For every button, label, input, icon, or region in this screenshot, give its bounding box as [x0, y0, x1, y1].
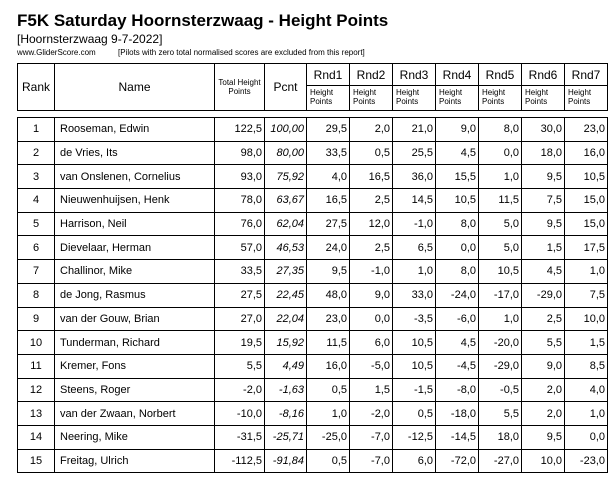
- pilot-name-cell: Harrison, Neil: [55, 212, 215, 236]
- table-row: [18, 118, 608, 142]
- subheader-rnd6: Height Points: [522, 86, 565, 111]
- pilot-name-cell: de Jong, Rasmus: [55, 283, 215, 307]
- total-cell: 27,5: [215, 283, 265, 307]
- round-5-cell: 18,0: [479, 425, 522, 449]
- total-cell: 78,0: [215, 189, 265, 213]
- rank-cell: 11: [18, 354, 55, 378]
- round-2-cell: 12,0: [350, 212, 393, 236]
- subheader-rnd2: Height Points: [350, 86, 393, 111]
- round-2-cell: 16,5: [350, 165, 393, 189]
- round-7-cell: 1,5: [565, 331, 608, 355]
- round-6-cell: 10,0: [522, 449, 565, 473]
- round-6-cell: 7,5: [522, 189, 565, 213]
- percent-cell: -91,84: [265, 449, 307, 473]
- header-total: Total Height Points: [215, 64, 265, 111]
- pilot-name-cell: van der Zwaan, Norbert: [55, 402, 215, 426]
- percent-cell: 4,49: [265, 354, 307, 378]
- round-4-cell: 4,5: [436, 141, 479, 165]
- round-3-cell: 21,0: [393, 118, 436, 142]
- round-7-cell: 7,5: [565, 283, 608, 307]
- table-row: [18, 212, 608, 236]
- round-5-cell: -27,0: [479, 449, 522, 473]
- round-7-cell: 1,0: [565, 260, 608, 284]
- rank-cell: 7: [18, 260, 55, 284]
- table-row: [18, 165, 608, 189]
- round-3-cell: -1,0: [393, 212, 436, 236]
- table-row: [18, 449, 608, 473]
- total-cell: -112,5: [215, 449, 265, 473]
- header-gap: [18, 111, 608, 118]
- round-4-cell: -6,0: [436, 307, 479, 331]
- round-3-cell: 36,0: [393, 165, 436, 189]
- round-2-cell: -2,0: [350, 402, 393, 426]
- pilot-name-cell: Rooseman, Edwin: [55, 118, 215, 142]
- table-row: [18, 141, 608, 165]
- results-body: [18, 118, 608, 473]
- round-2-cell: -1,0: [350, 260, 393, 284]
- round-4-cell: 8,0: [436, 212, 479, 236]
- round-6-cell: 9,5: [522, 165, 565, 189]
- round-4-cell: 4,5: [436, 331, 479, 355]
- pilot-name-cell: de Vries, Its: [55, 141, 215, 165]
- header-rank: Rank: [18, 64, 55, 111]
- pilot-name-cell: Tunderman, Richard: [55, 331, 215, 355]
- percent-cell: 75,92: [265, 165, 307, 189]
- total-cell: 27,0: [215, 307, 265, 331]
- table-row: [18, 354, 608, 378]
- round-7-cell: 4,0: [565, 378, 608, 402]
- percent-cell: 80,00: [265, 141, 307, 165]
- subheader-rnd3: Height Points: [393, 86, 436, 111]
- round-3-cell: 0,5: [393, 402, 436, 426]
- round-4-cell: 15,5: [436, 165, 479, 189]
- round-5-cell: 11,5: [479, 189, 522, 213]
- total-cell: -2,0: [215, 378, 265, 402]
- pilot-name-cell: van der Gouw, Brian: [55, 307, 215, 331]
- round-6-cell: 4,5: [522, 260, 565, 284]
- round-3-cell: -1,5: [393, 378, 436, 402]
- percent-cell: -25,71: [265, 425, 307, 449]
- table-row: [18, 236, 608, 260]
- round-6-cell: 18,0: [522, 141, 565, 165]
- round-5-cell: -0,5: [479, 378, 522, 402]
- pilot-name-cell: van Onslenen, Cornelius: [55, 165, 215, 189]
- total-cell: 57,0: [215, 236, 265, 260]
- round-2-cell: 0,5: [350, 141, 393, 165]
- round-1-cell: 0,5: [307, 378, 350, 402]
- round-2-cell: 0,0: [350, 307, 393, 331]
- header-pcnt: Pcnt: [265, 64, 307, 111]
- rank-cell: 9: [18, 307, 55, 331]
- rank-cell: 5: [18, 212, 55, 236]
- round-2-cell: 2,5: [350, 189, 393, 213]
- rank-cell: 4: [18, 189, 55, 213]
- round-7-cell: 16,0: [565, 141, 608, 165]
- table-row: [18, 402, 608, 426]
- report-note: [Pilots with zero total normalised scores are excluded from this report]: [118, 48, 365, 57]
- round-5-cell: 5,0: [479, 212, 522, 236]
- round-7-cell: 23,0: [565, 118, 608, 142]
- round-5-cell: 5,0: [479, 236, 522, 260]
- round-1-cell: 0,5: [307, 449, 350, 473]
- round-5-cell: 5,5: [479, 402, 522, 426]
- table-row: [18, 331, 608, 355]
- table-row: [18, 189, 608, 213]
- round-5-cell: 1,0: [479, 307, 522, 331]
- round-2-cell: 2,0: [350, 118, 393, 142]
- round-3-cell: 10,5: [393, 354, 436, 378]
- round-1-cell: 33,5: [307, 141, 350, 165]
- percent-cell: 62,04: [265, 212, 307, 236]
- round-6-cell: 2,0: [522, 402, 565, 426]
- round-6-cell: 2,0: [522, 378, 565, 402]
- round-7-cell: 10,5: [565, 165, 608, 189]
- round-3-cell: -3,5: [393, 307, 436, 331]
- rank-cell: 10: [18, 331, 55, 355]
- round-4-cell: -24,0: [436, 283, 479, 307]
- total-cell: -31,5: [215, 425, 265, 449]
- total-cell: 122,5: [215, 118, 265, 142]
- round-7-cell: 8,5: [565, 354, 608, 378]
- round-5-cell: 8,0: [479, 118, 522, 142]
- header-rnd7: Rnd7: [565, 64, 608, 86]
- round-5-cell: 10,5: [479, 260, 522, 284]
- table-row: [18, 307, 608, 331]
- round-3-cell: 1,0: [393, 260, 436, 284]
- round-7-cell: -23,0: [565, 449, 608, 473]
- pilot-name-cell: Neering, Mike: [55, 425, 215, 449]
- rank-cell: 6: [18, 236, 55, 260]
- subheader-rnd4: Height Points: [436, 86, 479, 111]
- site-link[interactable]: www.GliderScore.com: [17, 48, 96, 57]
- round-5-cell: 1,0: [479, 165, 522, 189]
- round-4-cell: -72,0: [436, 449, 479, 473]
- round-3-cell: 6,0: [393, 449, 436, 473]
- round-4-cell: 10,5: [436, 189, 479, 213]
- rank-cell: 8: [18, 283, 55, 307]
- header-rnd3: Rnd3: [393, 64, 436, 86]
- round-2-cell: 9,0: [350, 283, 393, 307]
- round-5-cell: -20,0: [479, 331, 522, 355]
- percent-cell: 27,35: [265, 260, 307, 284]
- percent-cell: 22,04: [265, 307, 307, 331]
- rank-cell: 15: [18, 449, 55, 473]
- round-7-cell: 17,5: [565, 236, 608, 260]
- round-1-cell: 27,5: [307, 212, 350, 236]
- report-title: F5K Saturday Hoornsterzwaag - Height Points: [17, 11, 389, 30]
- pilot-name-cell: Steens, Roger: [55, 378, 215, 402]
- total-cell: -10,0: [215, 402, 265, 426]
- round-4-cell: 9,0: [436, 118, 479, 142]
- round-1-cell: 4,0: [307, 165, 350, 189]
- round-2-cell: -5,0: [350, 354, 393, 378]
- round-1-cell: 11,5: [307, 331, 350, 355]
- subheader-rnd5: Height Points: [479, 86, 522, 111]
- round-5-cell: 0,0: [479, 141, 522, 165]
- subheader-rnd1: Height Points: [307, 86, 350, 111]
- percent-cell: -1,63: [265, 378, 307, 402]
- round-2-cell: -7,0: [350, 425, 393, 449]
- pilot-name-cell: Challinor, Mike: [55, 260, 215, 284]
- round-4-cell: -18,0: [436, 402, 479, 426]
- table-row: [18, 378, 608, 402]
- round-6-cell: -29,0: [522, 283, 565, 307]
- round-1-cell: 48,0: [307, 283, 350, 307]
- rank-cell: 13: [18, 402, 55, 426]
- event-subtitle: [Hoornsterzwaag 9-7-2022]: [17, 32, 163, 46]
- round-1-cell: 9,5: [307, 260, 350, 284]
- results-table: [17, 63, 608, 473]
- round-7-cell: 0,0: [565, 425, 608, 449]
- round-7-cell: 15,0: [565, 212, 608, 236]
- round-1-cell: 16,0: [307, 354, 350, 378]
- round-4-cell: -14,5: [436, 425, 479, 449]
- round-1-cell: -25,0: [307, 425, 350, 449]
- pilot-name-cell: Kremer, Fons: [55, 354, 215, 378]
- percent-cell: 15,92: [265, 331, 307, 355]
- table-row: [18, 283, 608, 307]
- round-3-cell: 14,5: [393, 189, 436, 213]
- round-1-cell: 1,0: [307, 402, 350, 426]
- header-rnd2: Rnd2: [350, 64, 393, 86]
- round-5-cell: -29,0: [479, 354, 522, 378]
- round-3-cell: 6,5: [393, 236, 436, 260]
- round-6-cell: 9,5: [522, 212, 565, 236]
- round-1-cell: 29,5: [307, 118, 350, 142]
- round-6-cell: 30,0: [522, 118, 565, 142]
- total-cell: 5,5: [215, 354, 265, 378]
- round-6-cell: 5,5: [522, 331, 565, 355]
- round-1-cell: 23,0: [307, 307, 350, 331]
- round-1-cell: 24,0: [307, 236, 350, 260]
- subheader-rnd7: Height Points: [565, 86, 608, 111]
- rank-cell: 14: [18, 425, 55, 449]
- round-7-cell: 15,0: [565, 189, 608, 213]
- total-cell: 93,0: [215, 165, 265, 189]
- rank-cell: 12: [18, 378, 55, 402]
- percent-cell: -8,16: [265, 402, 307, 426]
- table-row: [18, 260, 608, 284]
- round-6-cell: 1,5: [522, 236, 565, 260]
- header-rnd4: Rnd4: [436, 64, 479, 86]
- header-rnd1: Rnd1: [307, 64, 350, 86]
- round-2-cell: -7,0: [350, 449, 393, 473]
- round-4-cell: 8,0: [436, 260, 479, 284]
- rank-cell: 1: [18, 118, 55, 142]
- round-5-cell: -17,0: [479, 283, 522, 307]
- round-2-cell: 6,0: [350, 331, 393, 355]
- round-7-cell: 10,0: [565, 307, 608, 331]
- pilot-name-cell: Dievelaar, Herman: [55, 236, 215, 260]
- header-rnd5: Rnd5: [479, 64, 522, 86]
- round-7-cell: 1,0: [565, 402, 608, 426]
- rank-cell: 2: [18, 141, 55, 165]
- total-cell: 33,5: [215, 260, 265, 284]
- total-cell: 76,0: [215, 212, 265, 236]
- header-rnd6: Rnd6: [522, 64, 565, 86]
- rank-cell: 3: [18, 165, 55, 189]
- round-3-cell: 25,5: [393, 141, 436, 165]
- total-cell: 98,0: [215, 141, 265, 165]
- header-name: Name: [55, 64, 215, 111]
- round-3-cell: -12,5: [393, 425, 436, 449]
- round-4-cell: -8,0: [436, 378, 479, 402]
- table-row: [18, 425, 608, 449]
- round-3-cell: 10,5: [393, 331, 436, 355]
- round-1-cell: 16,5: [307, 189, 350, 213]
- percent-cell: 100,00: [265, 118, 307, 142]
- percent-cell: 63,67: [265, 189, 307, 213]
- total-cell: 19,5: [215, 331, 265, 355]
- percent-cell: 46,53: [265, 236, 307, 260]
- round-3-cell: 33,0: [393, 283, 436, 307]
- percent-cell: 22,45: [265, 283, 307, 307]
- round-4-cell: -4,5: [436, 354, 479, 378]
- round-6-cell: 9,0: [522, 354, 565, 378]
- round-2-cell: 1,5: [350, 378, 393, 402]
- round-6-cell: 2,5: [522, 307, 565, 331]
- round-4-cell: 0,0: [436, 236, 479, 260]
- pilot-name-cell: Nieuwenhuijsen, Henk: [55, 189, 215, 213]
- pilot-name-cell: Freitag, Ulrich: [55, 449, 215, 473]
- round-6-cell: 9,5: [522, 425, 565, 449]
- round-2-cell: 2,5: [350, 236, 393, 260]
